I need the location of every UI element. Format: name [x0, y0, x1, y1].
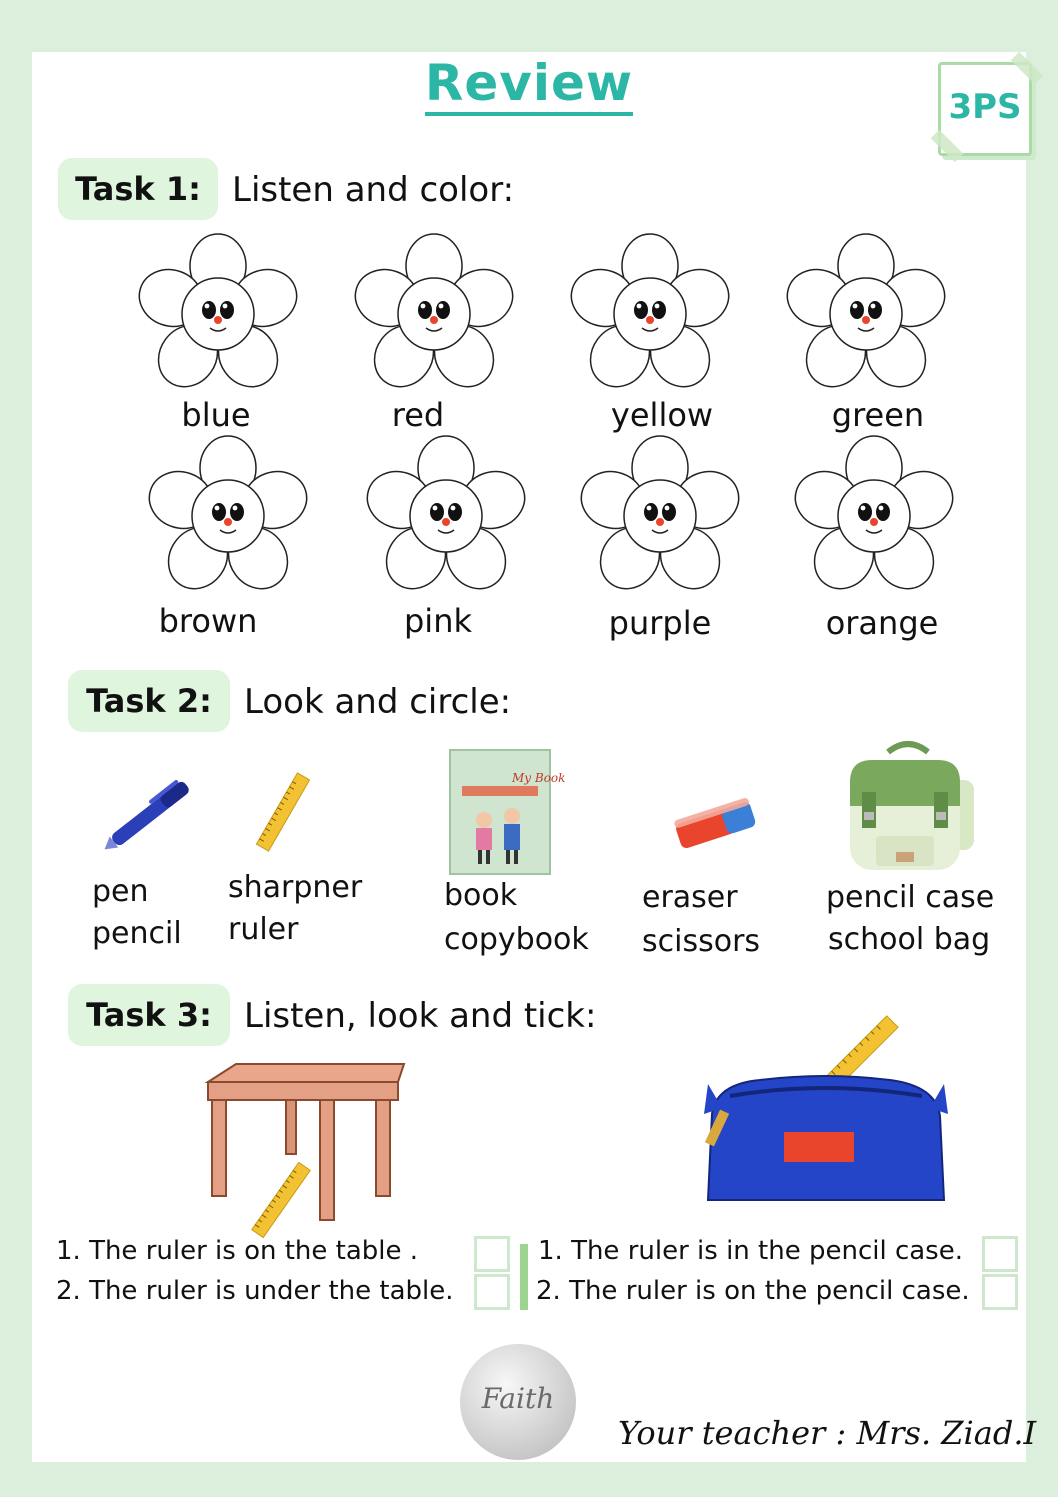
task2-instruction: Look and circle: — [244, 682, 512, 722]
pen-icon — [96, 764, 212, 860]
task3-instruction: Listen, look and tick: — [244, 996, 597, 1036]
logo — [460, 1344, 576, 1460]
tick-box-case-1[interactable] — [982, 1236, 1018, 1272]
option-pencil[interactable]: pencil — [92, 916, 182, 951]
pencil-case-icon — [700, 1024, 950, 1208]
sentence-case-1: 1. The ruler is in the pencil case. — [538, 1236, 963, 1266]
option-scissors[interactable]: scissors — [642, 924, 761, 959]
task1-label: Task 1: — [58, 158, 218, 220]
flower-icon[interactable] — [580, 438, 740, 598]
tick-box-table-1[interactable] — [474, 1236, 510, 1272]
class-badge-text: 3PS — [948, 87, 1022, 127]
option-ruler[interactable]: ruler — [228, 912, 299, 947]
divider — [520, 1244, 528, 1310]
color-label-green: green — [831, 396, 925, 434]
color-label-red: red — [391, 396, 445, 434]
option-eraser[interactable]: eraser — [642, 880, 738, 915]
logo-text: Faith — [481, 1382, 555, 1415]
option-sharpner[interactable]: sharpner — [228, 870, 363, 905]
flower-icon[interactable] — [148, 438, 308, 598]
tick-box-table-2[interactable] — [474, 1274, 510, 1310]
sentence-table-1: 1. The ruler is on the table . — [56, 1236, 419, 1266]
book-icon — [450, 750, 566, 874]
svg-text:My Book: My Book — [512, 771, 566, 785]
color-label-yellow: yellow — [610, 396, 714, 434]
flower-icon[interactable] — [570, 236, 730, 396]
tick-box-case-2[interactable] — [982, 1274, 1018, 1310]
color-label-pink: pink — [403, 602, 472, 640]
option-pen[interactable]: pen — [92, 874, 149, 909]
flower-icon[interactable] — [794, 438, 954, 598]
color-label-blue: blue — [181, 396, 251, 434]
color-label-brown: brown — [158, 602, 258, 640]
eraser-icon — [668, 790, 764, 856]
option-school-bag[interactable]: school bag — [828, 922, 991, 957]
flower-icon[interactable] — [786, 236, 946, 396]
ruler-icon — [248, 772, 318, 852]
color-label-purple: purple — [608, 604, 712, 642]
ruler-icon — [246, 1160, 316, 1240]
sentence-table-2: 2. The ruler is under the table. — [56, 1276, 454, 1306]
flower-icon[interactable] — [138, 236, 298, 396]
task2-label: Task 2: — [68, 670, 230, 732]
flower-icon[interactable] — [354, 236, 514, 396]
color-label-orange: orange — [825, 604, 939, 642]
task1-instruction: Listen and color: — [232, 170, 515, 210]
option-copybook[interactable]: copybook — [444, 922, 589, 957]
option-book[interactable]: book — [444, 878, 518, 913]
task3-label: Task 3: — [68, 984, 230, 1046]
page-title: Review — [0, 54, 1058, 112]
teacher-signature: Your teacher : Mrs. Ziad.I — [618, 1414, 1037, 1452]
school-bag-icon — [840, 740, 976, 874]
flower-icon[interactable] — [366, 438, 526, 598]
sentence-case-2: 2. The ruler is on the pencil case. — [536, 1276, 970, 1306]
option-pencil-case[interactable]: pencil case — [826, 880, 995, 915]
